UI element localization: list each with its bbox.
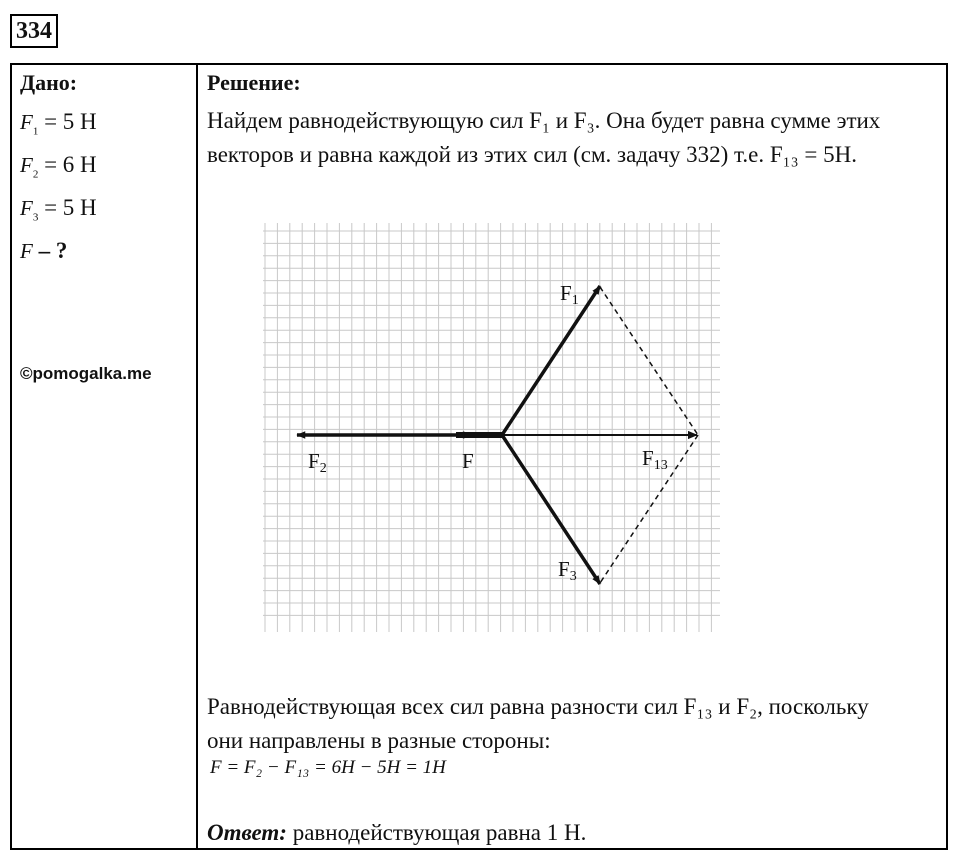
given-symbol: F [20, 239, 33, 263]
given-value: = 5 Н [38, 109, 97, 134]
given-symbol: F [20, 196, 33, 220]
problem-number: 334 [10, 14, 58, 48]
given-symbol: F [20, 110, 33, 134]
answer-label: Ответ: [207, 820, 287, 845]
given-title: Дано: [20, 70, 78, 95]
solution-formula: F = F₂ − F₁₃ = 6H − 5H = 1H [210, 757, 446, 778]
watermark: ©pomogalka.me [20, 364, 152, 383]
graph-paper-grid [263, 223, 720, 632]
given-value: = 6 Н [38, 152, 97, 177]
label-f1: F1 [560, 281, 579, 308]
given-subscript: 3 [32, 211, 39, 224]
given-question: – ? [32, 238, 68, 263]
solution-title: Решение: [207, 70, 301, 95]
vector-f1 [502, 286, 600, 435]
answer [207, 818, 586, 848]
given-subscript: 1 [32, 125, 39, 138]
label-f3: F3 [558, 557, 577, 584]
answer-text: равнодействующая равна 1 Н. [286, 820, 587, 845]
given-subscript: 2 [32, 168, 39, 181]
label-f2: F2 [308, 449, 327, 476]
solution-paragraph-2: Равнодействующая всех сил равна разности сил F₁₃ и F₂, поскольку они направлены в разные стороны: [207, 694, 869, 753]
solution-paragraph-1: Найдем равнодействующую сил F₁ и F₃. Она будет равна сумме этих векторов и равна каждой из этих сил (см. задачу 332) т.е. F₁₃ = 5Н. [207, 108, 881, 167]
label-f13: F13 [642, 446, 668, 473]
vector-f3 [502, 435, 600, 584]
label-f: F [462, 449, 474, 473]
given-symbol: F [20, 153, 33, 177]
given-value: = 5 Н [38, 195, 97, 220]
